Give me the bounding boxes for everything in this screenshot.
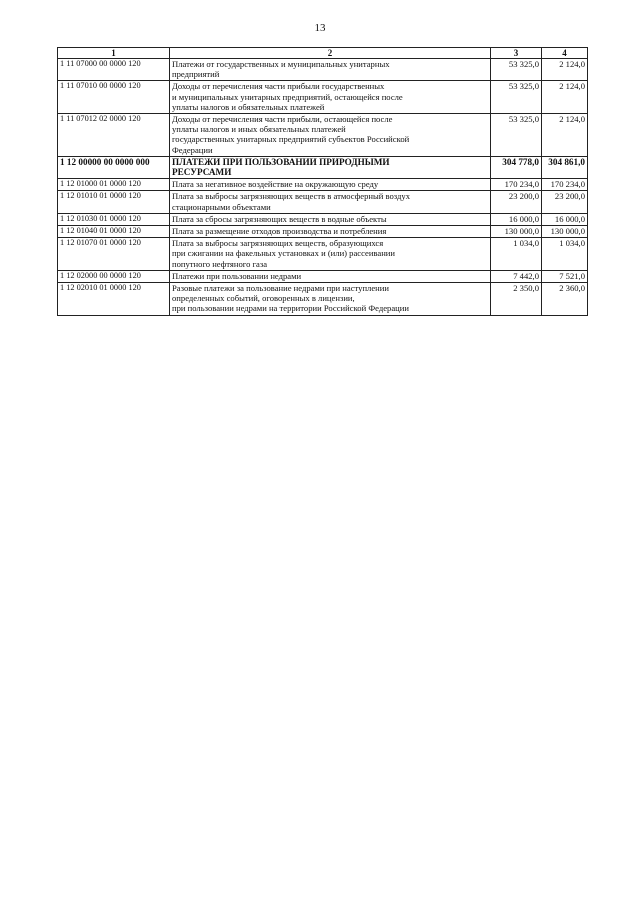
revenue-name-line: попутного нефтяного газа [172,258,268,269]
amount-column-4: 16 000,0 [542,213,588,225]
revenue-name-line: Платежи от государственных и муниципальных унитарных [172,59,390,69]
classification-code: 1 11 07000 00 0000 120 [58,59,170,81]
table-row [58,179,588,191]
amount-column-4: 130 000,0 [542,226,588,238]
revenue-name-line: Плата за размещение отходов производства и потребления [172,226,387,237]
revenue-name-line: определенных событий, оговоренных в лицензии, [172,293,355,304]
classification-code: 1 12 02000 00 0000 120 [58,270,170,282]
column-header-name: 2 [170,48,491,59]
table-row [58,156,588,178]
revenue-name-line: уплаты налогов и иных обязательных платежей [172,124,346,135]
revenue-name-line: уплаты налогов и обязательных платежей [172,101,325,112]
revenue-name-line: Плата за сбросы загрязняющих веществ в водные объекты [172,213,387,224]
amount-column-3: 304 778,0 [491,156,542,178]
amount-column-4: 1 034,0 [542,238,588,271]
column-header-value-3: 3 [491,48,542,59]
amount-column-3: 7 442,0 [491,270,542,282]
revenue-name [170,283,491,316]
revenue-name-line: предприятий [172,69,220,80]
table-row [58,238,588,271]
revenue-name [170,179,491,191]
amount-column-3: 53 325,0 [491,59,542,81]
revenue-name-line: Разовые платежи за пользование недрами при наступлении [172,283,389,294]
table-row [58,81,588,114]
revenue-name-line: Плата за выбросы загрязняющих веществ в атмосферный воздух [172,191,410,202]
table-row [58,191,588,213]
amount-column-4: 2 124,0 [542,81,588,114]
column-header-code: 1 [58,48,170,59]
amount-column-4: 2 124,0 [542,114,588,157]
revenue-name-line: РЕСУРСАМИ [172,167,232,178]
amount-column-3: 130 000,0 [491,226,542,238]
revenue-name-line: Платежи при пользовании недрами [172,270,302,281]
revenue-name [170,213,491,225]
classification-code: 1 11 07012 02 0000 120 [58,114,170,157]
revenue-name-line: Доходы от перечисления части прибыли государственных [172,81,385,92]
revenue-name-line: ПЛАТЕЖИ ПРИ ПОЛЬЗОВАНИИ ПРИРОДНЫМИ [172,156,390,167]
revenue-name [170,270,491,282]
amount-column-3: 1 034,0 [491,238,542,271]
amount-column-3: 53 325,0 [491,81,542,114]
revenue-name-line: Плата за выбросы загрязняющих веществ, образующихся [172,238,384,249]
amount-column-4: 2 360,0 [542,283,588,316]
revenue-name-line: Плата за негативное воздействие на окружающую среду [172,179,379,190]
revenue-name-line: и муниципальных унитарных предприятий, остающейся после [172,91,403,102]
page-number: 13 [314,22,326,34]
revenue-name [170,59,491,81]
amount-column-4: 7 521,0 [542,270,588,282]
classification-code: 1 11 07010 00 0000 120 [58,81,170,114]
amount-column-3: 23 200,0 [491,191,542,213]
amount-column-3: 53 325,0 [491,114,542,157]
amount-column-4: 2 124,0 [542,59,588,81]
table-header-row [58,48,588,59]
revenue-name [170,191,491,213]
table-row [58,59,588,81]
revenue-name-line: при сжигании на факельных установках и (или) рассеивании [172,248,395,259]
amount-column-3: 2 350,0 [491,283,542,316]
revenue-name-line: Доходы от перечисления части прибыли, остающейся после [172,114,393,125]
classification-code: 1 12 01030 01 0000 120 [58,213,170,225]
classification-code: 1 12 00000 00 0000 000 [58,156,170,178]
amount-column-4: 23 200,0 [542,191,588,213]
amount-column-3: 170 234,0 [491,179,542,191]
revenue-name [170,226,491,238]
table-row [58,114,588,157]
revenue-name [170,156,491,178]
revenue-name [170,81,491,114]
classification-code: 1 12 01010 01 0000 120 [58,191,170,213]
classification-code: 1 12 01070 01 0000 120 [58,238,170,271]
revenue-name-line: стационарными объектами [172,201,271,212]
table-row [58,226,588,238]
classification-code: 1 12 01000 01 0000 120 [58,179,170,191]
revenue-table [57,47,588,316]
table-row [58,213,588,225]
revenue-name-line: при пользовании недрами на территории Российской Федерации [172,303,409,314]
classification-code: 1 12 02010 01 0000 120 [58,283,170,316]
table-row [58,283,588,316]
amount-column-4: 304 861,0 [542,156,588,178]
table-row [58,270,588,282]
classification-code: 1 12 01040 01 0000 120 [58,226,170,238]
revenue-name-line: государственных унитарных предприятий субъектов Российской [172,134,410,145]
revenue-name [170,114,491,157]
revenue-name [170,238,491,271]
amount-column-3: 16 000,0 [491,213,542,225]
column-header-value-4: 4 [542,48,588,59]
revenue-name-line: Федерации [172,144,213,155]
amount-column-4: 170 234,0 [542,179,588,191]
